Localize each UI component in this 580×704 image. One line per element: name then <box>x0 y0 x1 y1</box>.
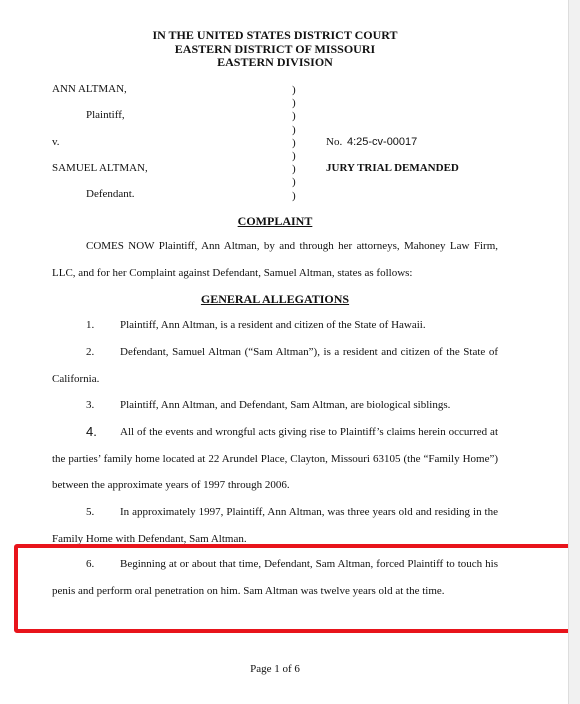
allegation-number: 4. <box>86 424 97 439</box>
defendant-role: Defendant. <box>86 188 135 200</box>
plaintiff-name: ANN ALTMAN, <box>52 83 127 95</box>
allegation-text: Defendant, Samuel Altman (“Sam Altman”), is a resident and citizen of the State of California. <box>52 346 498 385</box>
complaint-title: COMPLAINT <box>237 214 313 228</box>
case-number <box>326 136 417 148</box>
section-title: GENERAL ALLEGATIONS <box>200 292 350 306</box>
paren: ) <box>292 123 296 136</box>
allegation-3 <box>52 392 498 419</box>
court-line-3: EASTERN DIVISION <box>217 55 333 69</box>
paren: ) <box>292 84 296 96</box>
allegation-number: 3. <box>86 399 95 411</box>
paren: ) <box>292 189 296 202</box>
allegation-1 <box>52 312 498 339</box>
highlight-box <box>14 544 575 633</box>
case-number-value: 4:25-cv-00017 <box>346 136 418 148</box>
allegation-text: Beginning at or about that time, Defendant, Sam Altman, forced Plaintiff to touch his penis and perform oral penetration on him. Sam Altman was twelve years old at the time. <box>52 558 498 597</box>
intro-paragraph <box>52 233 498 286</box>
allegation-4 <box>52 419 498 499</box>
court-line-2: EASTERN DISTRICT OF MISSOURI <box>174 41 376 56</box>
allegation-text: Plaintiff, Ann Altman, is a resident and citizen of the State of Hawaii. <box>120 319 426 331</box>
allegation-text: In approximately 1997, Plaintiff, Ann Altman, was three years old and residing in the Family Home with Defendant, Sam Altman. <box>52 506 498 545</box>
allegation-number: 2. <box>86 346 95 358</box>
paren: ) <box>292 150 296 163</box>
allegation-number: 5. <box>86 506 95 518</box>
allegation-text: All of the events and wrongful acts giving rise to Plaintiff’s claims herein occurred at the parties’ family home located at 22 Arundel Place, Clayton, Missouri 63105 (the “Family Home”) between the approximate years of 1997 through 2006. <box>52 426 498 491</box>
allegation-2 <box>52 339 498 392</box>
defendant-name: SAMUEL ALTMAN, <box>52 162 148 174</box>
paren: ) <box>292 136 296 149</box>
allegation-text: Plaintiff, Ann Altman, and Defendant, Sam Altman, are biological siblings. <box>120 399 451 411</box>
paren: ) <box>292 110 296 123</box>
versus-label: v. <box>52 136 60 148</box>
court-header <box>0 29 550 70</box>
jury-demand: JURY TRIAL DEMANDED <box>326 162 459 174</box>
paren: ) <box>292 97 296 110</box>
paren: ) <box>292 163 296 176</box>
intro-text: COMES NOW Plaintiff, Ann Altman, by and through her attorneys, Mahoney Law Firm, LLC, and for her Complaint against Defendant, Samuel Altman, states as follows: <box>52 240 498 279</box>
page-number: Page 1 of 6 <box>250 663 300 675</box>
scrollbar[interactable] <box>568 0 580 704</box>
allegation-number: 1. <box>86 319 95 331</box>
case-number-label: No. <box>326 136 343 148</box>
plaintiff-role: Plaintiff, <box>86 109 125 121</box>
court-line-1: IN THE UNITED STATES DISTRICT COURT <box>152 28 398 42</box>
allegation-number: 6. <box>86 558 95 570</box>
paren: ) <box>292 176 296 189</box>
caption-parentheses <box>292 84 296 203</box>
